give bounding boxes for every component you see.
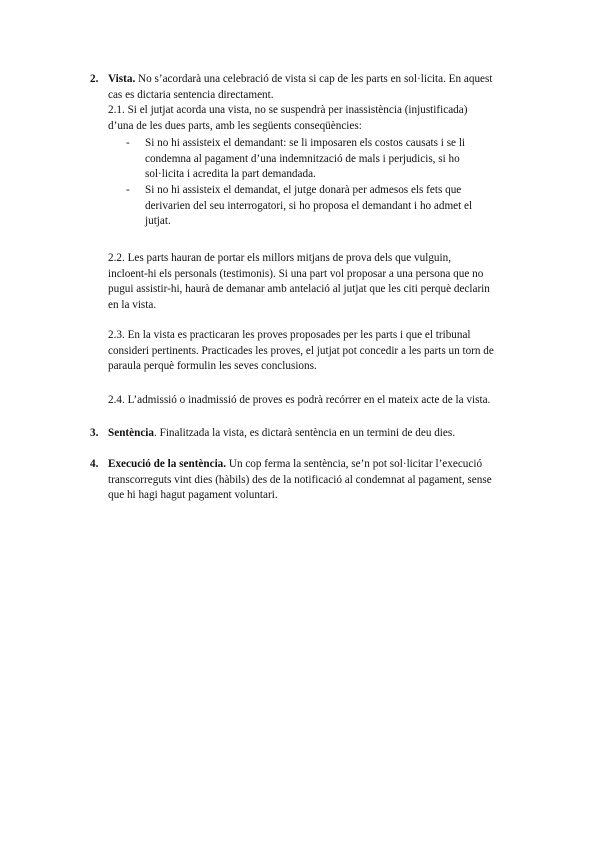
section-4-heading-line	[108, 457, 482, 473]
text-line: cas es dictaria sentencia directament.	[108, 88, 274, 101]
paragraph-2-3: 2.3. En la vista es practicaran les proves proposades per les parts i que el tribunal	[108, 329, 471, 341]
text-line: jutjat.	[145, 215, 171, 228]
section-title: Sentència	[108, 427, 154, 439]
text-line: pugui assistir-hi, haurà de demanar amb antelació al jutjat que les citi perquè declarin	[108, 283, 490, 296]
text-line: Si no hi assisteix el demandant: se li imposaren els costos causats i se li	[145, 137, 466, 149]
text-line: consideri pertinents. Practicades les proves, el jutjat pot concedir a les parts un torn de	[108, 344, 494, 357]
section-number: 3.	[90, 427, 99, 439]
section-3-heading-line	[108, 426, 455, 442]
section-number: 4.	[90, 458, 99, 470]
paragraph-2-1: 2.1. Si el jutjat acorda una vista, no se suspendrà per inassistència (injustificada)	[108, 104, 468, 117]
text-line: transcorreguts vint dies (hàbils) des de la notificació al condemnat al pagament, sense	[108, 473, 492, 486]
section-2-heading-line	[108, 72, 493, 88]
paragraph-2-2: 2.2. Les parts hauran de portar els millors mitjans de prova dels que vulguin,	[108, 252, 452, 264]
section-text: Un cop ferma la sentència, se’n pot sol·licitar l’execució	[226, 458, 483, 470]
text-line: derivarien del seu interrogatori, si ho proposa el demandant i ho admet el	[145, 199, 473, 212]
section-title: Vista.	[108, 73, 136, 85]
bullet-marker: -	[126, 184, 130, 196]
text-line: paraula perquè formulin les seves conclusions.	[108, 360, 317, 373]
text-line: condemna al pagament d’una indemnització de mals i perjudicis, si ho	[145, 152, 460, 165]
section-number: 2.	[90, 73, 99, 85]
section-title: Execució de la sentència.	[108, 458, 227, 470]
bullet-marker: -	[126, 137, 130, 149]
text-line: que hi hagi hagut pagament voluntari.	[108, 489, 278, 502]
paragraph-2-4: 2.4. L’admissió o inadmissió de proves es podrà recórrer en el mateix acte de la vista.	[108, 394, 491, 406]
text-line: en la vista.	[108, 298, 157, 311]
text-line: sol·licita i acredita la part demandada.	[145, 168, 316, 181]
section-text: . Finalitzada la vista, es dictarà sentència en un termini de deu dies.	[154, 427, 456, 439]
text-line: Si no hi assisteix el demandat, el jutge donarà per admesos els fets que	[145, 184, 462, 196]
section-text: No s’acordarà una celebració de vista si cap de les parts en sol·licita. En aquest	[135, 73, 493, 85]
text-line: incloent-hi els personals (testimonis). Si una part vol proposar a una persona que no	[108, 267, 484, 280]
text-line: d’una de les dues parts, amb les següents conseqüències:	[108, 119, 362, 132]
